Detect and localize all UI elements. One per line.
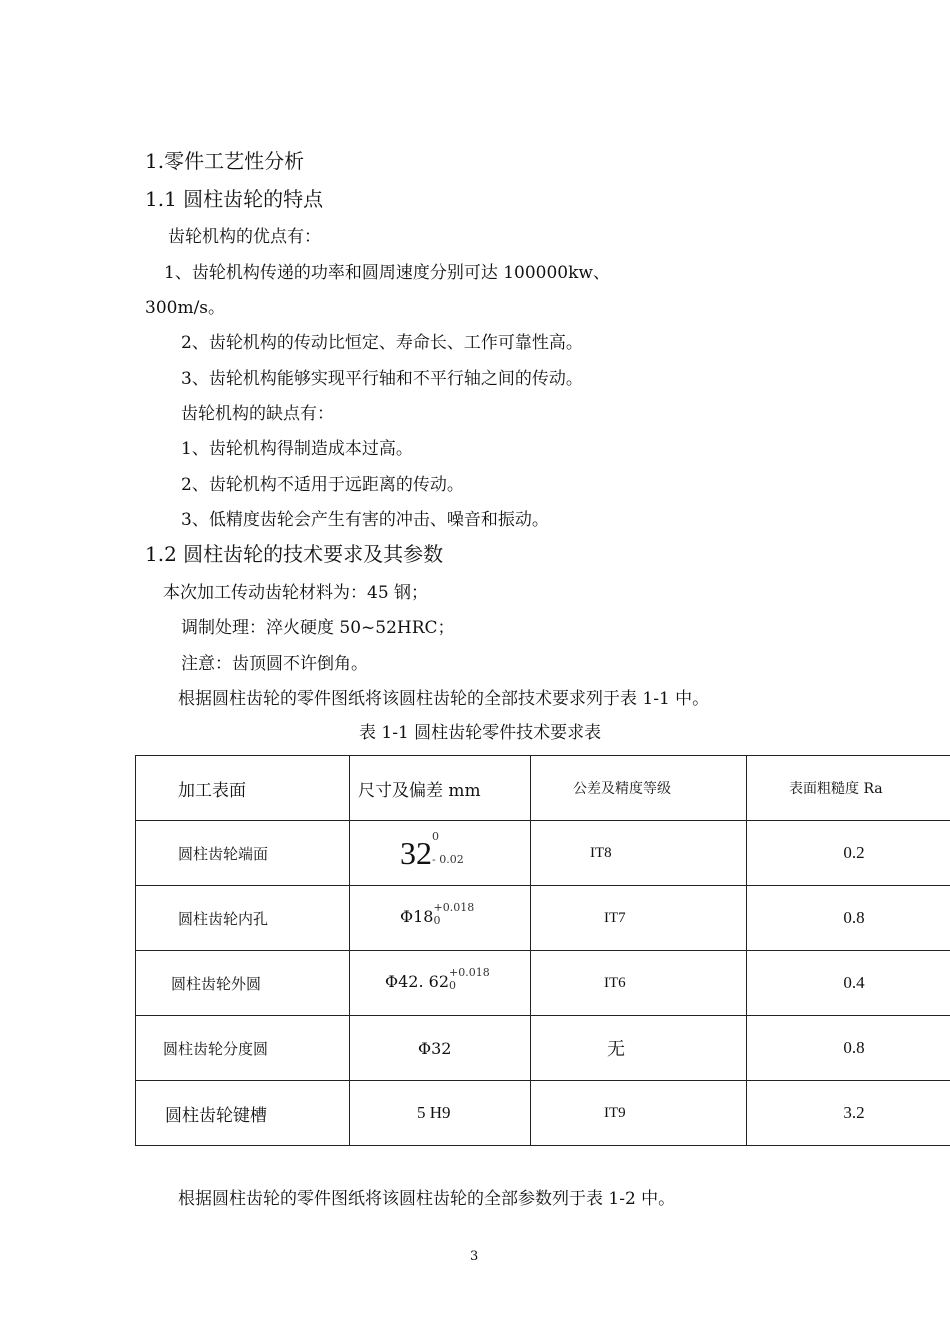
advantage-1-line-1: 1、齿轮机构传递的功率和圆周速度分别可达 100000kw、 bbox=[164, 263, 610, 283]
cell-dimension bbox=[350, 886, 531, 951]
advantage-1-line-2: 300m/s。 bbox=[145, 298, 226, 318]
dim-main: Φ42. 62 bbox=[385, 972, 450, 991]
disadvantages-intro: 齿轮机构的缺点有： bbox=[181, 404, 334, 424]
dim-main: Φ18 bbox=[400, 907, 434, 926]
cell-grade: IT8 bbox=[531, 821, 747, 886]
cell-surface: 圆柱齿轮键槽 bbox=[136, 1081, 350, 1146]
cell-surface: 圆柱齿轮分度圆 bbox=[136, 1016, 350, 1081]
cell-grade: IT7 bbox=[531, 886, 747, 951]
cell-dimension bbox=[350, 821, 531, 886]
cell-grade: IT9 bbox=[531, 1081, 747, 1146]
table-1-intro: 根据圆柱齿轮的零件图纸将该圆柱齿轮的全部技术要求列于表 1-1 中。 bbox=[178, 689, 710, 709]
table-caption: 表 1-1 圆柱齿轮零件技术要求表 bbox=[359, 723, 602, 743]
dim-upper-deviation: +0.018 bbox=[433, 901, 475, 914]
table-row bbox=[136, 1081, 950, 1146]
header-surface: 加工表面 bbox=[136, 756, 350, 821]
dim-lower-deviation: - 0.02 bbox=[432, 852, 464, 866]
page-number: 3 bbox=[470, 1249, 479, 1264]
cell-roughness: 0.8 bbox=[747, 1016, 950, 1081]
disadvantage-1: 1、齿轮机构得制造成本过高。 bbox=[181, 439, 413, 459]
table-row bbox=[136, 951, 950, 1016]
dim-main: 32 bbox=[400, 834, 432, 871]
material-line: 本次加工传动齿轮材料为：45 钢； bbox=[163, 583, 429, 603]
cell-dimension: 5 H9 bbox=[350, 1081, 531, 1146]
header-roughness: 表面粗糙度 Ra bbox=[747, 756, 950, 821]
cell-grade: IT6 bbox=[531, 951, 747, 1016]
cell-dimension bbox=[350, 951, 531, 1016]
subsection-title-1-1: 1.1 圆柱齿轮的特点 bbox=[145, 187, 324, 211]
cell-surface: 圆柱齿轮内孔 bbox=[136, 886, 350, 951]
table-row bbox=[136, 821, 950, 886]
dim-upper-deviation: +0.018 bbox=[449, 966, 490, 979]
cell-roughness: 3.2 bbox=[747, 1081, 950, 1146]
cell-grade: 无 bbox=[531, 1016, 747, 1081]
table-header-row bbox=[136, 756, 950, 821]
tech-requirements-table bbox=[135, 755, 950, 1146]
advantages-intro: 齿轮机构的优点有： bbox=[168, 227, 321, 247]
advantage-2: 2、齿轮机构的传动比恒定、寿命长、工作可靠性高。 bbox=[181, 333, 583, 353]
dim-upper-deviation: 0 bbox=[432, 829, 439, 843]
dim-tolerance bbox=[449, 966, 493, 994]
cell-dimension: Φ32 bbox=[350, 1016, 531, 1081]
disadvantage-2: 2、齿轮机构不适用于远距离的传动。 bbox=[181, 475, 464, 495]
cell-roughness: 0.2 bbox=[747, 821, 950, 886]
section-title: 1.零件工艺性分析 bbox=[145, 149, 305, 173]
cell-roughness: 0.8 bbox=[747, 886, 950, 951]
dim-lower-deviation: 0 bbox=[449, 979, 457, 992]
cell-surface: 圆柱齿轮外圆 bbox=[136, 951, 350, 1016]
heat-treatment-line: 调制处理：淬火硬度 50~52HRC； bbox=[181, 618, 455, 638]
table-2-intro: 根据圆柱齿轮的零件图纸将该圆柱齿轮的全部参数列于表 1-2 中。 bbox=[178, 1189, 676, 1209]
header-dimension: 尺寸及偏差 mm bbox=[350, 756, 531, 821]
cell-roughness: 0.4 bbox=[747, 951, 950, 1016]
note-line: 注意：齿顶圆不许倒角。 bbox=[181, 654, 368, 674]
dim-lower-deviation: 0 bbox=[433, 914, 441, 927]
dim-tolerance bbox=[432, 829, 476, 869]
table-row bbox=[136, 886, 950, 951]
cell-surface: 圆柱齿轮端面 bbox=[136, 821, 350, 886]
dim-tolerance bbox=[433, 901, 477, 929]
header-tolerance-grade: 公差及精度等级 bbox=[531, 756, 747, 821]
table-row bbox=[136, 1016, 950, 1081]
disadvantage-3: 3、低精度齿轮会产生有害的冲击、噪音和振动。 bbox=[181, 510, 549, 530]
advantage-3: 3、齿轮机构能够实现平行轴和不平行轴之间的传动。 bbox=[181, 369, 583, 389]
subsection-title-1-2: 1.2 圆柱齿轮的技术要求及其参数 bbox=[145, 542, 444, 566]
